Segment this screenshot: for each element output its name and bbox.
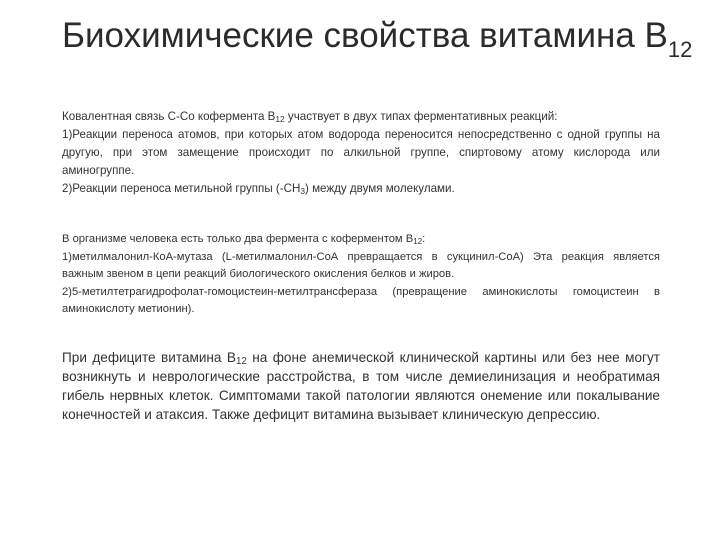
deficiency-text	[62, 348, 660, 424]
enzymes-intro-subscript: 12	[413, 237, 423, 246]
reaction-item-1: 1)Реакции переноса атомов, при которых атом водорода переносится непосредственно с одной группы на другую, при этом замещение происходит по алкильной группе, спиртовому атому кислорода или аминогруппе.	[62, 128, 660, 177]
deficiency-text-start: При дефиците витамина В	[62, 350, 236, 365]
enzyme-item-2: 2)5-метилтетрагидрофолат-гомоцистеин-метилтрансфераза (превращение аминокислоты гомоцистеин в аминокислоту метионин).	[62, 285, 660, 316]
reaction-item-2-subscript: 3	[300, 186, 305, 196]
paragraph-enzymatic-reactions	[62, 108, 660, 198]
reaction-item-2-text: 2)Реакции переноса метильной группы (-СН	[62, 182, 301, 195]
enzymes-intro-line	[62, 231, 660, 249]
paragraph-deficiency	[62, 348, 660, 424]
intro-subscript: 12	[275, 114, 285, 124]
intro-text: Ковалентная связь С-Со кофермента В	[62, 110, 276, 123]
slide-title-text: Биохимические свойства витамина B	[62, 16, 668, 55]
slide-title	[62, 14, 693, 62]
deficiency-subscript: 12	[235, 356, 247, 367]
deficiency-text-end: на фоне анемической клинической картины или без нее могут возникнуть и неврологические расстройства, в том числе демиелинизация и необратимая гибель нервных клеток. Симптомами такой патологии являются онемение или покалывание конечностей и атаксия. Также дефицит витамина вызывает клиническую депрессию.	[62, 350, 660, 422]
paragraph-intro-line	[62, 108, 660, 126]
intro-text-end: участвует в двух типах ферментативных реакций:	[284, 110, 558, 123]
enzyme-item-1: 1)метилмалонил-КоА-мутаза (L-метилмалонил-СоА превращается в сукцинил-СоА) Эта реакция является важным звеном в цепи реакций биологического окисления белков и жиров.	[62, 250, 660, 281]
paragraph-enzymes	[62, 231, 660, 319]
slide-title-subscript: 12	[667, 37, 693, 62]
reaction-item-2-text-end: ) между двумя молекулами.	[305, 182, 455, 195]
enzymes-intro-text: В организме человека есть только два фермента с коферментом В	[62, 233, 414, 245]
reaction-item-2	[62, 180, 660, 198]
enzymes-intro-text-end: :	[422, 233, 426, 245]
